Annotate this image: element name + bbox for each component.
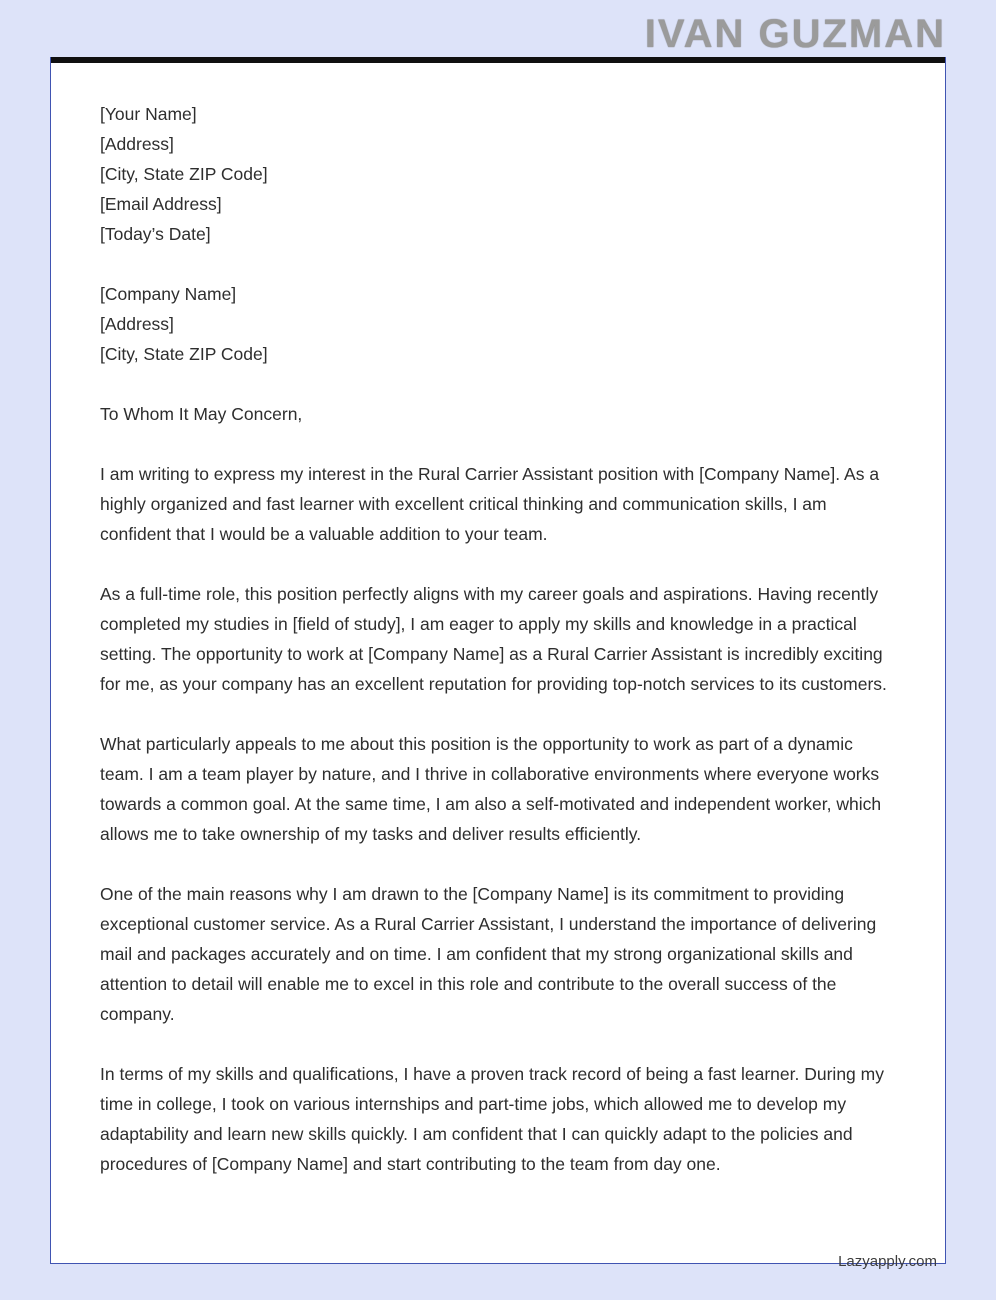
brand-header: [50, 12, 946, 57]
letter-paragraph: One of the main reasons why I am drawn to the [Company Name] is its commitment to providing exceptional customer service. As a Rural Carrier Assistant, I understand the importance of delivering mail and packages accurately and on time. I am confident that my strong organizational skills and attention to detail will enable me to excel in this role and contribute to the overall success of the company.: [100, 884, 877, 1024]
letter-paragraph: As a full-time role, this position perfectly aligns with my career goals and aspirations. Having recently completed my studies in [field of study], I am eager to apply my skills and knowledge in a practical setting. The opportunity to work at [Company Name] as a Rural Carrier Assistant is incredibly exciting for me, as your company has an excellent reputation for providing top-notch services to its customers.: [100, 584, 887, 694]
sender-line: [Email Address]: [100, 194, 222, 214]
sender-address-block: [100, 99, 900, 249]
spacer: [100, 249, 900, 279]
sender-line: [Today’s Date]: [100, 224, 211, 244]
candidate-name: IVAN GUZMAN: [644, 12, 946, 56]
letter-paragraph: I am writing to express my interest in the Rural Carrier Assistant position with [Company Name]. As a highly organized and fast learner with excellent critical thinking and communication skills, I am confident that I would be a valuable addition to your team.: [100, 464, 880, 544]
sender-line: [City, State ZIP Code]: [100, 164, 268, 184]
footer-site-link[interactable]: Lazyapply.com: [838, 1253, 937, 1270]
company-address-block: [100, 279, 900, 369]
spacer: [100, 369, 900, 399]
letter-paragraph: In terms of my skills and qualifications, I have a proven track record of being a fast learner. During my time in college, I took on various internships and part-time jobs, which allowed me to develop my adaptability and learn new skills quickly. I am confident that I can quickly adapt to the policies and procedures of [Company Name] and start contributing to the team from day one.: [100, 1064, 884, 1174]
company-line: [Address]: [100, 314, 174, 334]
page-top-border: [51, 57, 945, 63]
letter-page: [50, 57, 946, 1264]
salutation: To Whom It May Concern,: [100, 404, 303, 424]
company-line: [City, State ZIP Code]: [100, 344, 268, 364]
letter-content: [100, 99, 900, 1209]
letter-paragraph: What particularly appeals to me about this position is the opportunity to work as part of a dynamic team. I am a team player by nature, and I thrive in collaborative environments where everyone works towards a common goal. At the same time, I am also a self-motivated and independent worker, which allows me to take ownership of my tasks and deliver results efficiently.: [100, 734, 882, 844]
sender-line: [Your Name]: [100, 104, 197, 124]
sender-line: [Address]: [100, 134, 174, 154]
company-line: [Company Name]: [100, 284, 237, 304]
